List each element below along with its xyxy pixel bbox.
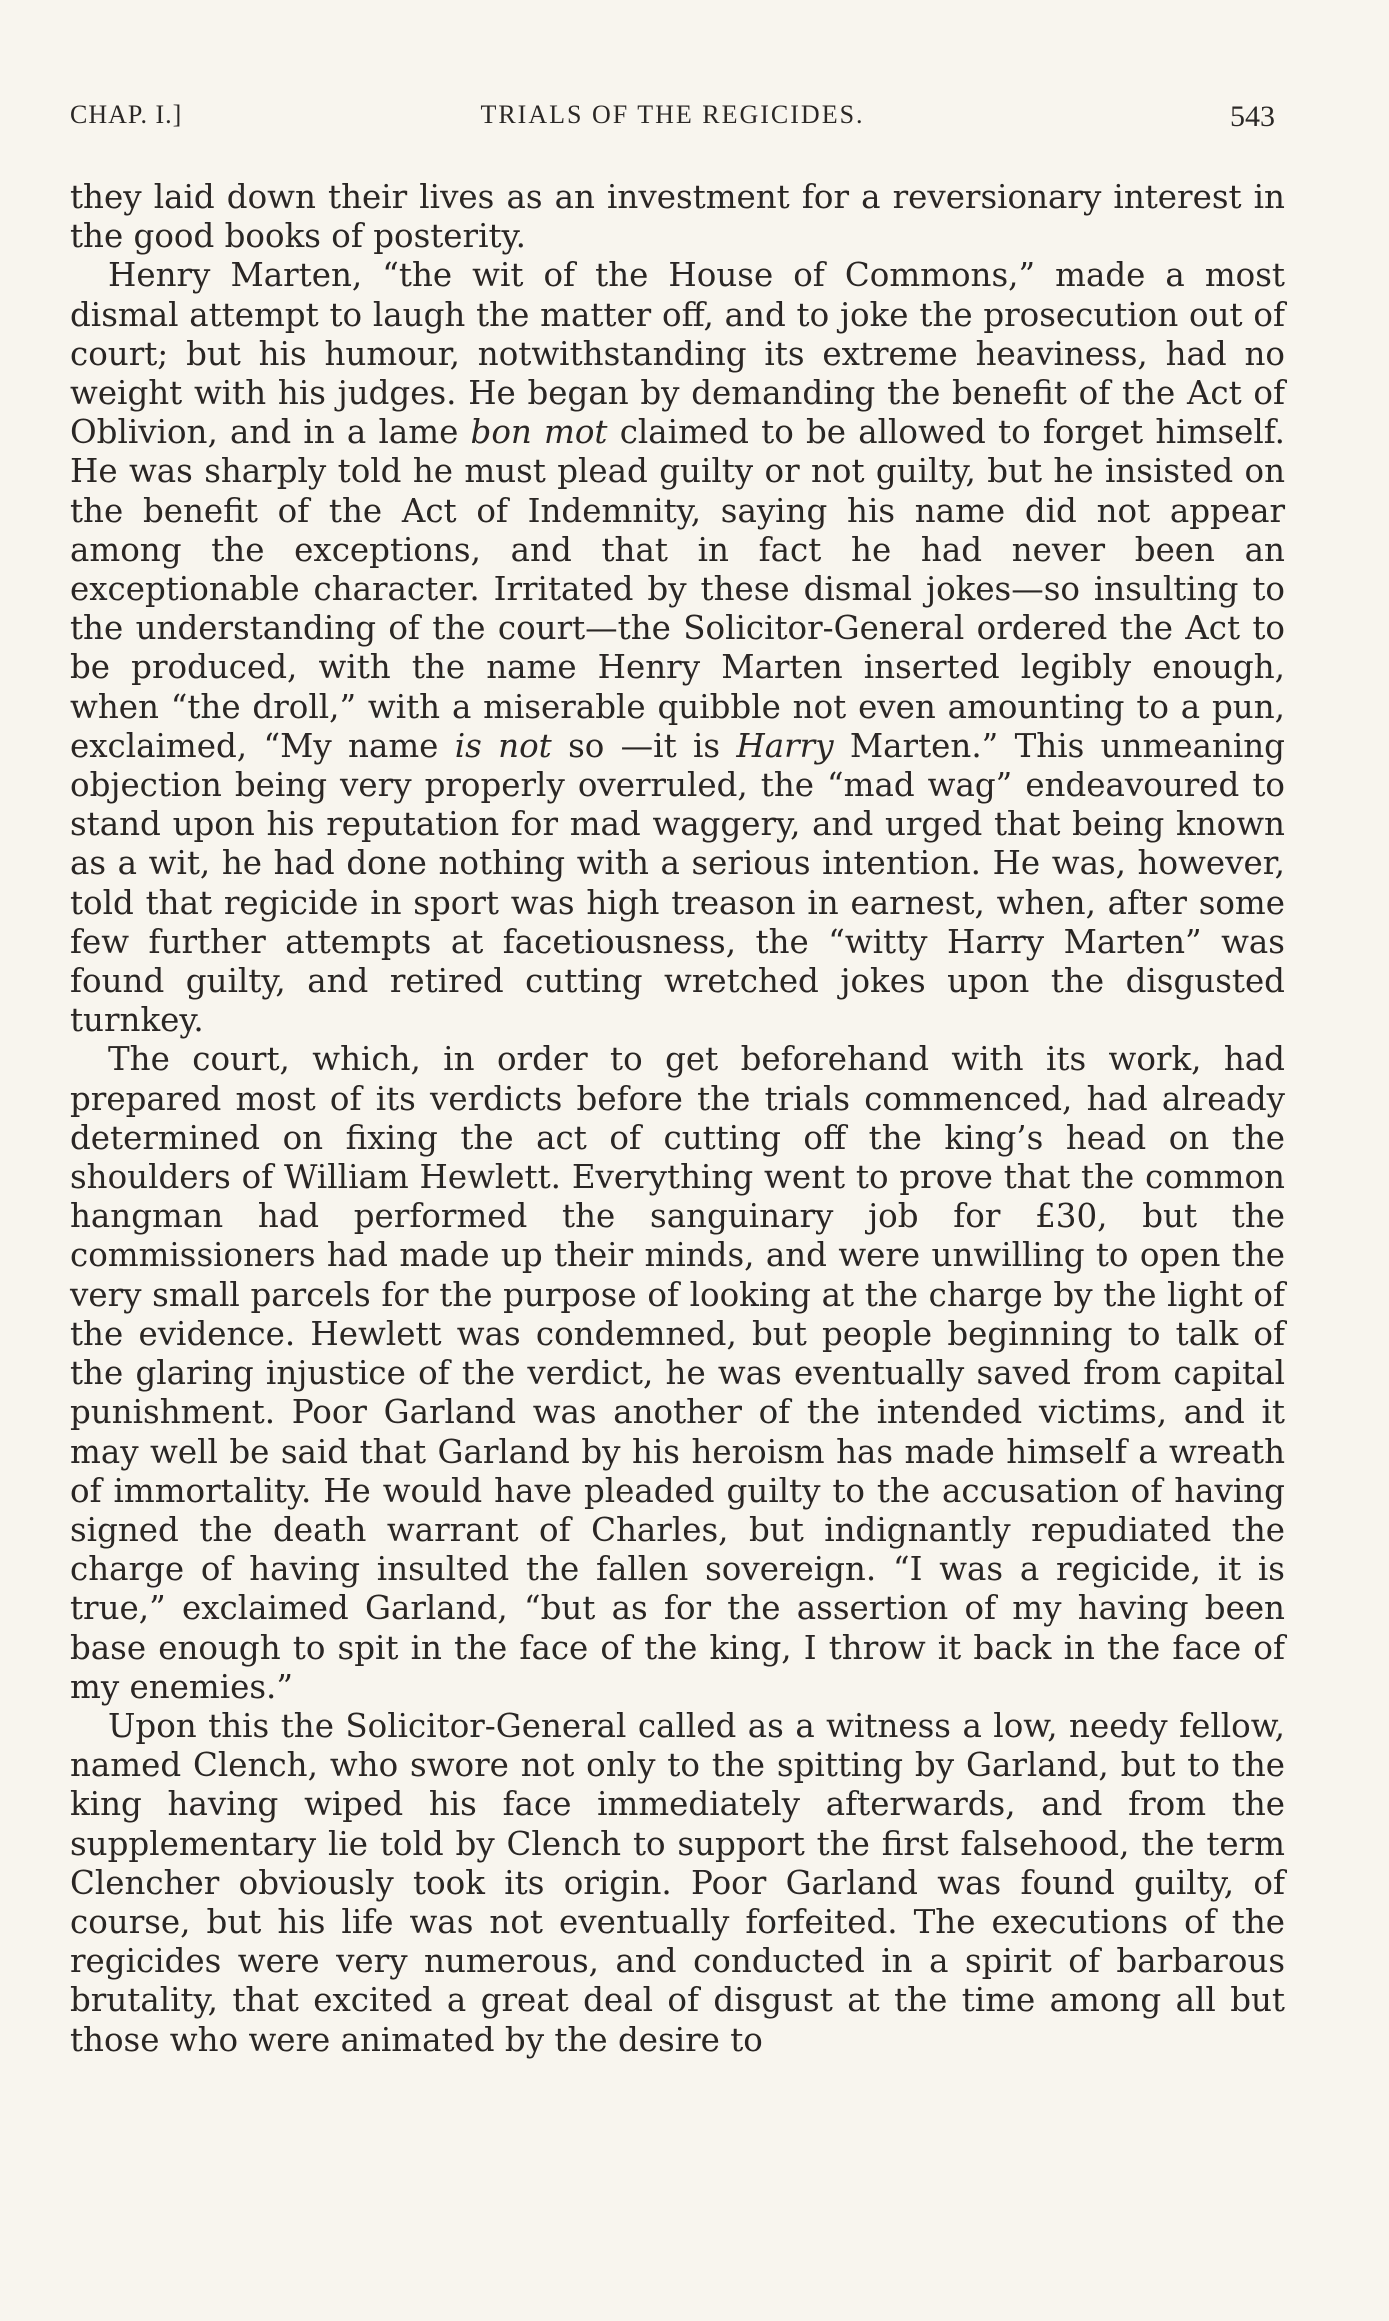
text-segment: so —it is: [551, 726, 737, 765]
text-segment: Upon this the Solicitor-General called as a witness a low, needy fellow, named Clench, who swore not only to the spitting by Garland, but to the king having wiped his face immediately afterwards, and from the supplementary lie told by Clench to support the first falsehood, the term Clencher obviously took its origin. Poor Garland was found guilty, of course, but his life was not eventually forfeited. The executions of the regicides were very numerous, and conducted in a spirit of barbarous brutality, that excited a great deal of disgust at the time among all but those who were animated by the desire to: [70, 1706, 1285, 2059]
paragraph: [70, 1707, 1285, 2060]
text-segment: they laid down their lives as an investment for a reversionary interest in the good books of posterity.: [70, 178, 1285, 256]
text-segment: claimed to be allowed to forget himself. He was sharply told he must plead guilty or not guilty, but he insisted on the benefit of the Act of Indemnity, saying his name did not appear among the exceptions, and that in fact he had never been an exceptionable character. Irritated by these dismal jokes—so insulting to the understanding of the court—the Solicitor-General ordered the Act to be produced, with the name Henry Marten inserted legibly enough, when “the droll,” with a miserable quibble not even amounting to a pun, exclaimed, “My name: [70, 413, 1285, 765]
paragraph: [70, 1040, 1285, 1706]
text-segment: Henry Marten, “the wit of the House of Commons,” made a most dismal attempt to laugh the matter off, and to joke the prosecution out of court; but his humour, notwithstanding its extreme heaviness, had no weight with his judges. He began by demanding the benefit of the Act of Oblivion, and in a lame: [70, 256, 1285, 452]
italic-phrase: is not: [454, 726, 552, 765]
running-title: TRIALS OF THE REGICIDES.: [480, 100, 865, 129]
text-segment: The court, which, in order to get beforehand with its work, had prepared most of its verdicts before the trials commenced, had already determined on fixing the act of cutting off the king’s head on the shoulders of William Hewlett. Everything went to prove that the common hangman had performed the sanguinary job for £30, but the commissioners had made up their minds, and were unwilling to open the very small parcels for the purpose of looking at the charge by the light of the evidence. Hewlett was condemned, but people beginning to talk of the glaring injustice of the verdict, he was eventually saved from capital punishment. Poor Garland was another of the intended victims, and it may well be said that Garland by his heroism has made himself a wreath of immortality. He would have pleaded guilty to the accusation of having signed the death warrant of Charles, but indignantly repudiated the charge of having insulted the fallen sovereign. “I was a regicide, it is true,” exclaimed Garland, “but as for the assertion of my having been base enough to spit in the face of the king, I throw it back in the face of my enemies.”: [70, 1040, 1285, 1706]
chapter-label: CHAP. I.]: [70, 100, 183, 129]
italic-phrase: Harry: [736, 726, 834, 765]
body-text: [70, 178, 1285, 2060]
page-number: 543: [1230, 100, 1275, 133]
text-segment: Marten.” This unmeaning objection being very properly overruled, the “mad wag” endeavoured to stand upon his reputation for mad waggery, and urged that being known as a wit, he had done nothing with a serious intention. He was, however, told that regicide in sport was high treason in earnest, when, after some few further attempts at facetiousness, the “witty Harry Marten” was found guilty, and retired cutting wretched jokes upon the disgusted turnkey.: [70, 726, 1285, 1040]
paragraph: [70, 178, 1285, 256]
paragraph: [70, 256, 1285, 1040]
italic-phrase: bon mot: [470, 413, 608, 452]
running-header: [70, 100, 1275, 140]
